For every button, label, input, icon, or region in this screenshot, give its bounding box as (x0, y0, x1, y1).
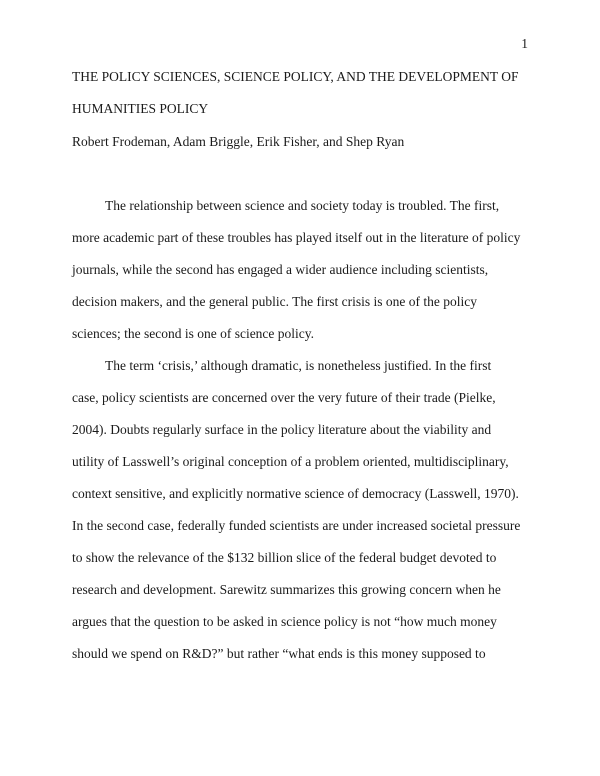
paragraph-2-line-8: research and development. Sarewitz summarizes this growing concern when he (72, 582, 501, 597)
paragraph-2-line-6: In the second case, federally funded scientists are under increased societal pressure (72, 518, 521, 533)
page-number: 1 (521, 36, 528, 51)
paragraph-1-line-2: more academic part of these troubles has played itself out in the literature of policy (72, 230, 521, 245)
paragraph-1-line-3: journals, while the second has engaged a wider audience including scientists, (72, 262, 489, 277)
author-list: Robert Frodeman, Adam Briggle, Erik Fisher, and Shep Ryan (72, 134, 405, 149)
paragraph-2-line-3: 2004). Doubts regularly surface in the policy literature about the viability and (72, 422, 492, 437)
paragraph-2-line-7: to show the relevance of the $132 billion slice of the federal budget devoted to (72, 550, 497, 565)
paragraph-2-line-4: utility of Lasswell’s original conception of a problem oriented, multidisciplinary, (72, 454, 509, 469)
title-line-1: THE POLICY SCIENCES, SCIENCE POLICY, AND THE DEVELOPMENT OF (72, 69, 519, 84)
paragraph-1-line-5: sciences; the second is one of science policy. (72, 326, 315, 341)
paragraph-2-line-10: should we spend on R&D?” but rather “what ends is this money supposed to (72, 646, 486, 661)
paragraph-2-line-9: argues that the question to be asked in science policy is not “how much money (72, 614, 497, 629)
paragraph-2-line-1: The term ‘crisis,’ although dramatic, is nonetheless justified. In the first (105, 358, 492, 373)
title-line-2: HUMANITIES POLICY (72, 101, 209, 116)
paragraph-2-line-5: context sensitive, and explicitly normative science of democracy (Lasswell, 1970). (72, 486, 519, 501)
paragraph-2-line-2: case, policy scientists are concerned over the very future of their trade (Pielke, (72, 390, 496, 405)
paragraph-1-line-4: decision makers, and the general public. The first crisis is one of the policy (72, 294, 478, 309)
paragraph-1-line-1: The relationship between science and society today is troubled. The first, (105, 198, 500, 213)
